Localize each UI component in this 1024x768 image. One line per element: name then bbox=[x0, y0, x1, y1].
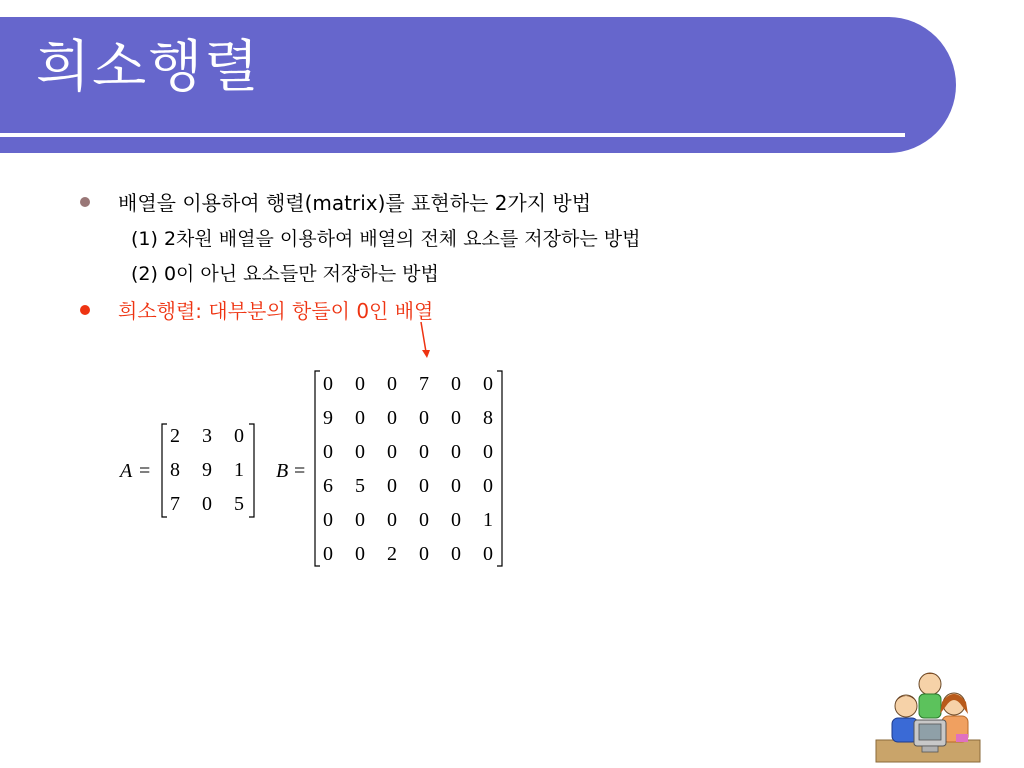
matrix-b-cell: 0 bbox=[355, 373, 365, 395]
matrix-b-cell: 0 bbox=[323, 441, 333, 463]
matrix-b-cell: 0 bbox=[451, 543, 461, 565]
matrix-b-cell: 9 bbox=[323, 407, 333, 429]
matrix-b-cell: 0 bbox=[451, 475, 461, 497]
pointer-arrow bbox=[421, 322, 430, 358]
matrix-a-cell: 3 bbox=[202, 425, 212, 447]
matrix-b-cell: 0 bbox=[419, 441, 429, 463]
matrix-a-cell: 0 bbox=[202, 493, 212, 515]
matrix-b-cell: 0 bbox=[387, 373, 397, 395]
matrix-b-cells bbox=[323, 373, 493, 565]
matrix-b-right-bracket bbox=[497, 371, 502, 566]
matrix-b-cell: 0 bbox=[483, 475, 493, 497]
matrix-b-cell: 0 bbox=[323, 373, 333, 395]
matrix-a-label: A bbox=[120, 460, 133, 482]
matrix-b-cell: 5 bbox=[355, 475, 365, 497]
matrix-a-cell: 1 bbox=[234, 459, 244, 481]
matrix-b-cell: 0 bbox=[419, 543, 429, 565]
matrix-b-cell: 0 bbox=[387, 441, 397, 463]
matrix-b-cell: 0 bbox=[323, 543, 333, 565]
matrix-b-cell: 0 bbox=[387, 509, 397, 531]
matrix-a-cell: 0 bbox=[234, 425, 244, 447]
matrix-b-cell: 0 bbox=[451, 509, 461, 531]
matrix-b-cell: 0 bbox=[483, 543, 493, 565]
bullet-text: 희소행렬: 대부분의 항들이 0인 배열 bbox=[118, 299, 434, 323]
matrix-b-cell: 0 bbox=[355, 543, 365, 565]
matrix-a-right-bracket bbox=[249, 424, 254, 517]
matrix-a-cell: 9 bbox=[202, 459, 212, 481]
matrix-b-cell: 0 bbox=[451, 441, 461, 463]
matrix-b-cell: 0 bbox=[387, 475, 397, 497]
matrix-a-cell: 5 bbox=[234, 493, 244, 515]
matrix-b-cell: 0 bbox=[355, 441, 365, 463]
matrix-b-cell: 7 bbox=[419, 373, 429, 395]
matrix-b-cell: 0 bbox=[483, 441, 493, 463]
matrix-a-cell: 7 bbox=[170, 493, 180, 515]
matrix-b-cell: 0 bbox=[451, 373, 461, 395]
matrix-a-cell: 8 bbox=[170, 459, 180, 481]
matrix-b-cell: 8 bbox=[483, 407, 493, 429]
matrix-a-left-bracket bbox=[162, 424, 167, 517]
sub-item-method-2: (2) 0이 아닌 요소들만 저장하는 방법 bbox=[131, 263, 439, 285]
matrix-b-equals: = bbox=[294, 460, 306, 482]
matrix-b-cell: 1 bbox=[483, 509, 493, 531]
matrix-b-cell: 2 bbox=[387, 543, 397, 565]
matrix-b-cell: 6 bbox=[323, 475, 333, 497]
matrix-b-cell: 0 bbox=[323, 509, 333, 531]
matrix-b-cell: 0 bbox=[355, 407, 365, 429]
matrix-b-cell: 0 bbox=[451, 407, 461, 429]
matrix-a-cell: 2 bbox=[170, 425, 180, 447]
matrix-b-cell: 0 bbox=[419, 475, 429, 497]
matrix-a-cells bbox=[170, 425, 244, 515]
matrix-b-cell: 0 bbox=[419, 407, 429, 429]
matrix-b-cell: 0 bbox=[483, 373, 493, 395]
matrix-b-left-bracket bbox=[315, 371, 320, 566]
children-computer-clipart bbox=[872, 664, 982, 764]
matrix-a-equals: = bbox=[139, 460, 151, 482]
sub-item-method-1: (1) 2차원 배열을 이용하여 배열의 전체 요소를 저장하는 방법 bbox=[131, 228, 641, 250]
matrix-b-cell: 0 bbox=[355, 509, 365, 531]
slide-title: 희소행렬 bbox=[36, 35, 261, 100]
matrix-b-cell: 0 bbox=[419, 509, 429, 531]
matrix-b-label: B bbox=[276, 460, 289, 482]
matrix-b-cell: 0 bbox=[387, 407, 397, 429]
bullet-text: 배열을 이용하여 행렬(matrix)를 표현하는 2가지 방법 bbox=[118, 191, 592, 215]
